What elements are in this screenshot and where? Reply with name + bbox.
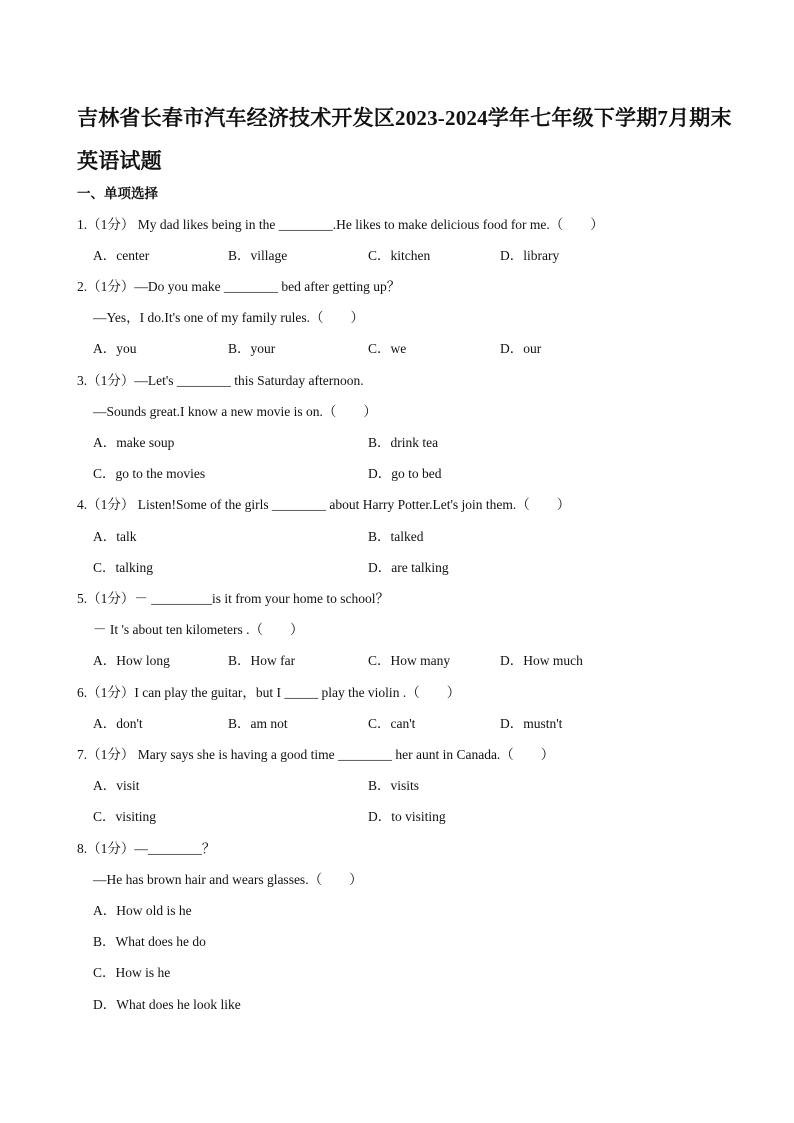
question-1-option-c: C．kitchen xyxy=(368,248,431,263)
question-3-stem: 3.（1分）—Let's ________ this Saturday afternoon. xyxy=(77,373,364,388)
question-3-option-b: B．drink tea xyxy=(368,435,439,450)
question-5-sub: － It 's about ten kilometers .（ ） xyxy=(93,622,304,637)
question-1-stem: 1.（1分） My dad likes being in the ________.He likes to make delicious food for me.（ ） xyxy=(77,217,604,232)
question-8-option-d: D．What does he look like xyxy=(93,997,241,1012)
question-7-option-c: C．visiting xyxy=(93,809,157,824)
question-2-stem: 2.（1分）—Do you make ________ bed after getting up？ xyxy=(77,279,401,294)
question-7-option-d: D．to visiting xyxy=(368,809,446,824)
question-6-stem: 6.（1分）I can play the guitar，but I _____ play the violin .（ ） xyxy=(77,685,461,700)
question-3-option-d: D．go to bed xyxy=(368,466,442,481)
question-5-option-b: B．How far xyxy=(228,653,296,668)
question-2-option-b: B．your xyxy=(228,341,276,356)
question-1-option-a: A．center xyxy=(93,248,150,263)
question-5-option-c: C．How many xyxy=(368,653,451,668)
question-1-option-b: B．village xyxy=(228,248,288,263)
question-4-stem: 4.（1分） Listen!Some of the girls ________ about Harry Potter.Let's join them.（ ） xyxy=(77,497,571,512)
question-4-option-c: C．talking xyxy=(93,560,153,575)
question-8-option-b: B．What does he do xyxy=(93,934,206,949)
question-5-option-a: A．How long xyxy=(93,653,170,668)
question-6-option-b: B．am not xyxy=(228,716,288,731)
question-2-option-d: D．our xyxy=(500,341,542,356)
page-title: 吉林省长春市汽车经济技术开发区2023-2024学年七年级下学期7月期末英语试题 xyxy=(77,106,732,173)
question-2-sub: —Yes，I do.It's one of my family rules.（ ） xyxy=(93,310,365,325)
question-3-option-a: A．make soup xyxy=(93,435,175,450)
question-8-option-c: C．How is he xyxy=(93,965,171,980)
question-3-sub: —Sounds great.I know a new movie is on.（ ） xyxy=(93,404,377,419)
question-1-option-d: D．library xyxy=(500,248,560,263)
question-5-option-d: D．How much xyxy=(500,653,583,668)
question-7-option-b: B．visits xyxy=(368,778,420,793)
question-8-option-a: A．How old is he xyxy=(93,903,192,918)
question-5-stem: 5.（1分）－ _________is it from your home to school？ xyxy=(77,591,389,606)
section-heading: 一、单项选择 xyxy=(77,186,158,201)
question-6-option-a: A．don't xyxy=(93,716,143,731)
question-7-option-a: A．visit xyxy=(93,778,140,793)
question-7-stem: 7.（1分） Mary says she is having a good time ________ her aunt in Canada.（ ） xyxy=(77,747,555,762)
question-4-option-a: A．talk xyxy=(93,529,137,544)
question-6-option-d: D．mustn't xyxy=(500,716,563,731)
question-3-option-c: C．go to the movies xyxy=(93,466,206,481)
question-4-option-b: B．talked xyxy=(368,529,424,544)
question-2-option-a: A．you xyxy=(93,341,137,356)
question-8-sub: —He has brown hair and wears glasses.（ ） xyxy=(93,872,363,887)
question-2-option-c: C．we xyxy=(368,341,407,356)
question-8-stem: 8.（1分）—________？ xyxy=(77,841,216,856)
question-6-option-c: C．can't xyxy=(368,716,416,731)
question-4-option-d: D．are talking xyxy=(368,560,449,575)
